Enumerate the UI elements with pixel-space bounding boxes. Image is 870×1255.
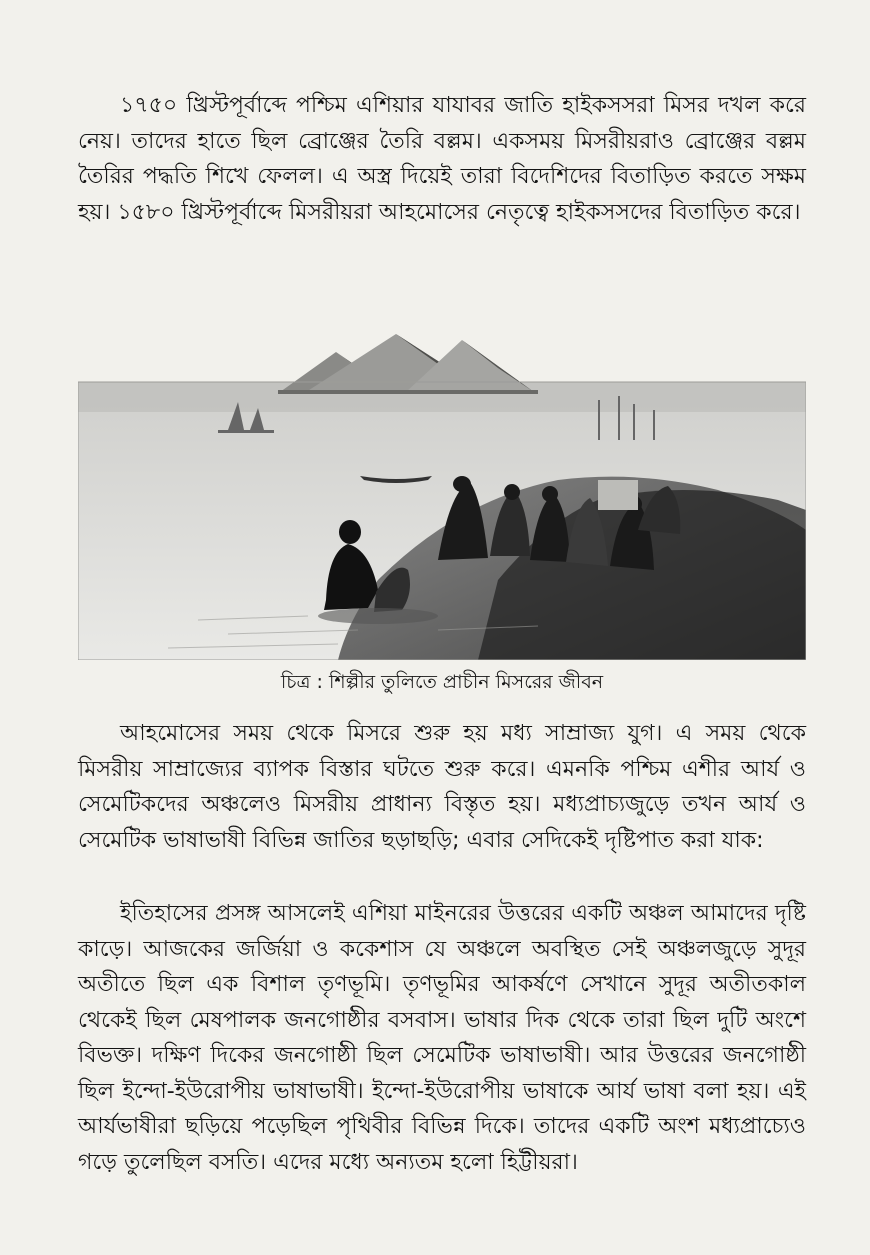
paragraph-indo-european: ইতিহাসের প্রসঙ্গ আসলেই এশিয়া মাইনরের উত্তরের একটি অঞ্চল আমাদের দৃষ্টি কাড়ে। আজকের জর্জিয়া ও ককেশাস যে অঞ্চলে অবস্থিত সেই অঞ্চলজুড়ে সুদূর অতীতে ছিল এক বিশাল তৃণভূমি। তৃণভূমির আকর্ষণে সেখানে সুদূর অতীতকাল থেকেই ছিল মেষপালক জনগোষ্ঠীর বসবাস। ভাষার দিক থেকে তারা ছিল দুটি অংশে বিভক্ত। দক্ষিণ দিকের জনগোষ্ঠী ছিল সেমেটিক ভাষাভাষী। আর উত্তরের জনগোষ্ঠী ছিল ইন্দো-ইউরোপীয় ভাষাভাষী। ইন্দো-ইউরোপীয় ভাষাকে আর্য ভাষা বলা হয়। এই আর্যভাষীরা ছড়িয়ে পড়েছিল পৃথিবীর বিভিন্ন দিকে। তাদের একটি অংশ মধ্যপ্রাচ্যেও গড়ে তুলেছিল বসতি। এদের মধ্যে অন্যতম হলো হিট্টীয়রা। — [78, 901, 806, 1175]
pyramids — [278, 334, 538, 394]
figure-caption: চিত্র : শিল্পীর তুলিতে প্রাচীন মিসরের জীবন — [280, 671, 604, 693]
paragraph-middle-kingdom: আহমোসের সময় থেকে মিসরে শুরু হয় মধ্য সাম্রাজ্য যুগ। এ সময় থেকে মিসরীয় সাম্রাজ্যের ব্যাপক বিস্তার ঘটতে শুরু করে। এমনকি পশ্চিম এশীর আর্য ও সেমেটিকদের অঞ্চলেও মিসরীয় প্রাধান্য বিস্তৃত হয়। মধ্যপ্রাচ্যজুড়ে তখন আর্য ও সেমেটিক ভাষাভাষী বিভিন্ন জাতির ছড়াছড়ি; এবার সেদিকেই দৃষ্টিপাত করা যাক: — [78, 721, 806, 853]
paragraph-hyksos: ১৭৫০ খ্রিস্টপূর্বাব্দে পশ্চিম এশিয়ার যাযাবর জাতি হাইকসসরা মিসর দখল করে নেয়। তাদের হাতে ছিল ব্রোঞ্জের তৈরি বল্লম। একসময় মিসরীয়রাও ব্রোঞ্জের বল্লম তৈরির পদ্ধতি শিখে ফেলল। এ অস্ত্র দিয়েই তারা বিদেশিদের বিতাড়িত করতে সক্ষম হয়। ১৫৮০ খ্রিস্টপূর্বাব্দে মিসরীয়রা আহমোসের নেতৃত্বে হাইকসসদের বিতাড়িত করে। — [78, 93, 806, 225]
figure-egypt-illustration — [78, 330, 806, 660]
